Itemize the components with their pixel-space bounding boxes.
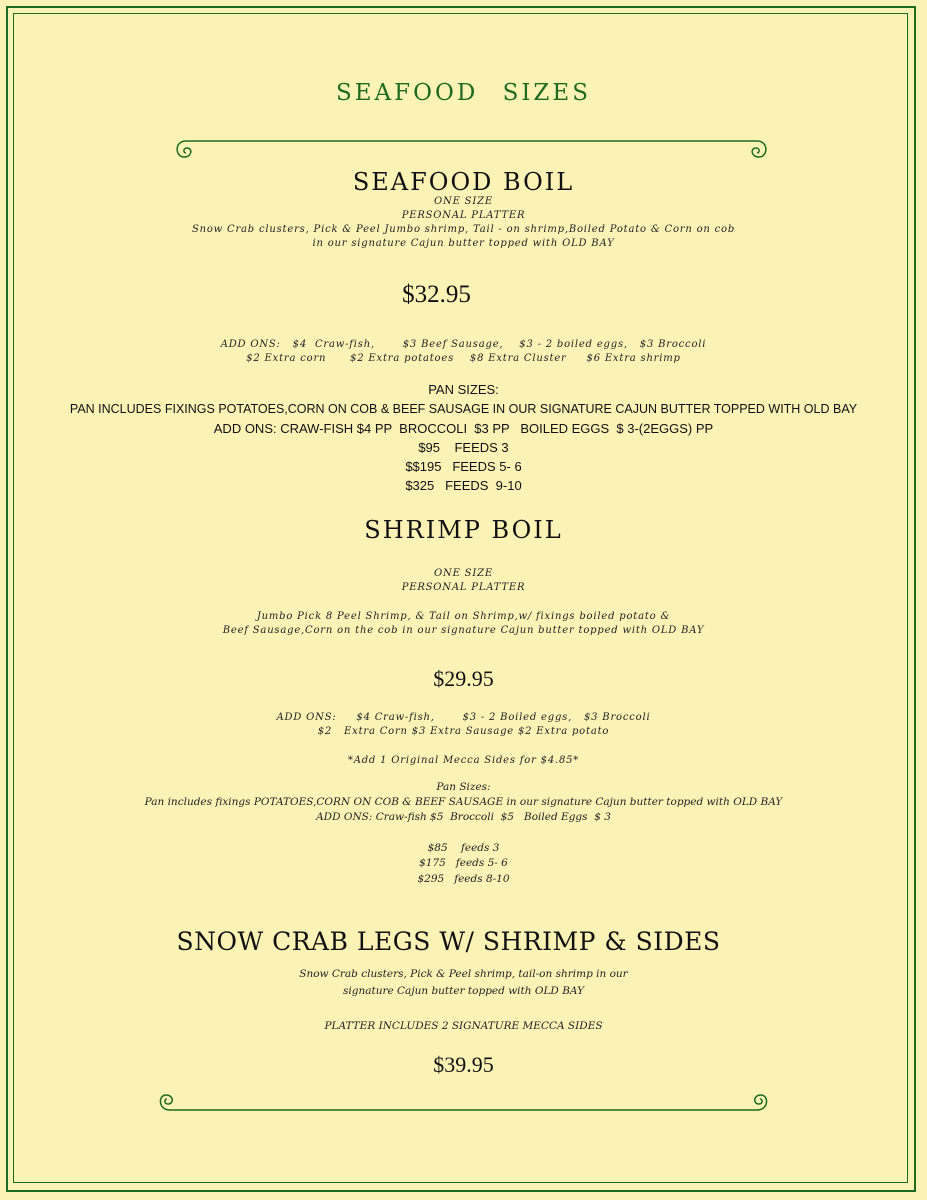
shrimp-boil-pan-line-2: ADD ONS: Craw-fish $5 Broccoli $5 Boiled Eggs $ 3 [316,811,611,823]
seafood-boil-size: ONE SIZE [434,196,493,207]
shrimp-boil-addons-1: ADD ONS: $4 Craw-fish, $3 - 2 Boiled eggs, $3 Broccoli [276,712,651,723]
shrimp-boil-pan-size: $295 feeds 8-10 [417,873,510,885]
top-left-scroll [177,141,191,157]
seafood-boil-title: SEAFOOD BOIL [352,168,575,196]
seafood-boil-pan-label: PAN SIZES: [428,382,499,397]
bottom-right-scroll [755,1095,767,1110]
seafood-boil-addons-1: ADD ONS: $4 Craw-fish, $3 Beef Sausage, $3 - 2 boiled eggs, $3 Broccoli [220,339,707,350]
snow-crab-platter-note: PLATTER INCLUDES 2 SIGNATURE MECCA SIDES [324,1020,603,1032]
seafood-boil-price: $32.95 [402,281,471,308]
seafood-boil-type: PERSONAL PLATTER [401,210,526,221]
seafood-boil-desc-1: Snow Crab clusters, Pick & Peel Jumbo shrimp, Tail - on shrimp,Boiled Potato & Corn on cob [191,224,736,235]
shrimp-boil-addons-2: $2 Extra Corn $3 Extra Sausage $2 Extra potato [317,726,610,737]
seafood-boil-pan-line-1: PAN INCLUDES FIXINGS POTATOES,CORN ON COB & BEEF SAUSAGE IN OUR SIGNATURE CAJUN BUTTER TOPPED WITH OLD BAY [69,402,858,416]
snow-crab-title: SNOW CRAB LEGS W/ SHRIMP & SIDES [176,927,721,956]
seafood-boil-desc-2: in our signature Cajun butter topped with OLD BAY [312,238,615,249]
snow-crab-desc-1: Snow Crab clusters, Pick & Peel shrimp, tail-on shrimp in our [299,968,628,980]
shrimp-boil-size: ONE SIZE [434,568,493,579]
seafood-boil-addons-2: $2 Extra corn $2 Extra potatoes $8 Extra Cluster $6 Extra shrimp [246,353,681,364]
shrimp-boil-desc-2: Beef Sausage,Corn on the cob in our signature Cajun butter topped with OLD BAY [222,625,705,636]
top-right-scroll [752,141,766,157]
shrimp-boil-pan-size: $85 feeds 3 [427,842,500,854]
snow-crab-price: $39.95 [433,1052,494,1077]
seafood-boil-pan-size: $95 FEEDS 3 [418,440,509,455]
shrimp-boil-title: SHRIMP BOIL [364,516,563,544]
page-title: SEAFOOD SIZES [336,80,591,106]
bottom-left-scroll [160,1095,172,1110]
shrimp-boil-pan-line-1: Pan includes fixings POTATOES,CORN ON COB & BEEF SAUSAGE in our signature Cajun butter topped with OLD BAY [144,796,783,808]
shrimp-boil-type: PERSONAL PLATTER [401,582,526,593]
shrimp-boil-desc-1: Jumbo Pick 8 Peel Shrimp, & Tail on Shrimp,w/ fixings boiled potato & [256,611,671,622]
seafood-boil-pan-size: $$195 FEEDS 5- 6 [405,459,522,474]
shrimp-boil-sides-note: *Add 1 Original Mecca Sides for $4.85* [347,755,580,766]
snow-crab-desc-2: signature Cajun butter topped with OLD BAY [342,985,584,997]
shrimp-boil-pan-size: $175 feeds 5- 6 [419,857,508,869]
seafood-boil-pan-size: $325 FEEDS 9-10 [405,478,522,493]
shrimp-boil-pan-label: Pan Sizes: [436,781,491,793]
shrimp-boil-price: $29.95 [433,666,494,691]
seafood-boil-pan-line-2: ADD ONS: CRAW-FISH $4 PP BROCCOLI $3 PP BOILED EGGS $ 3-(2EGGS) PP [213,421,714,436]
